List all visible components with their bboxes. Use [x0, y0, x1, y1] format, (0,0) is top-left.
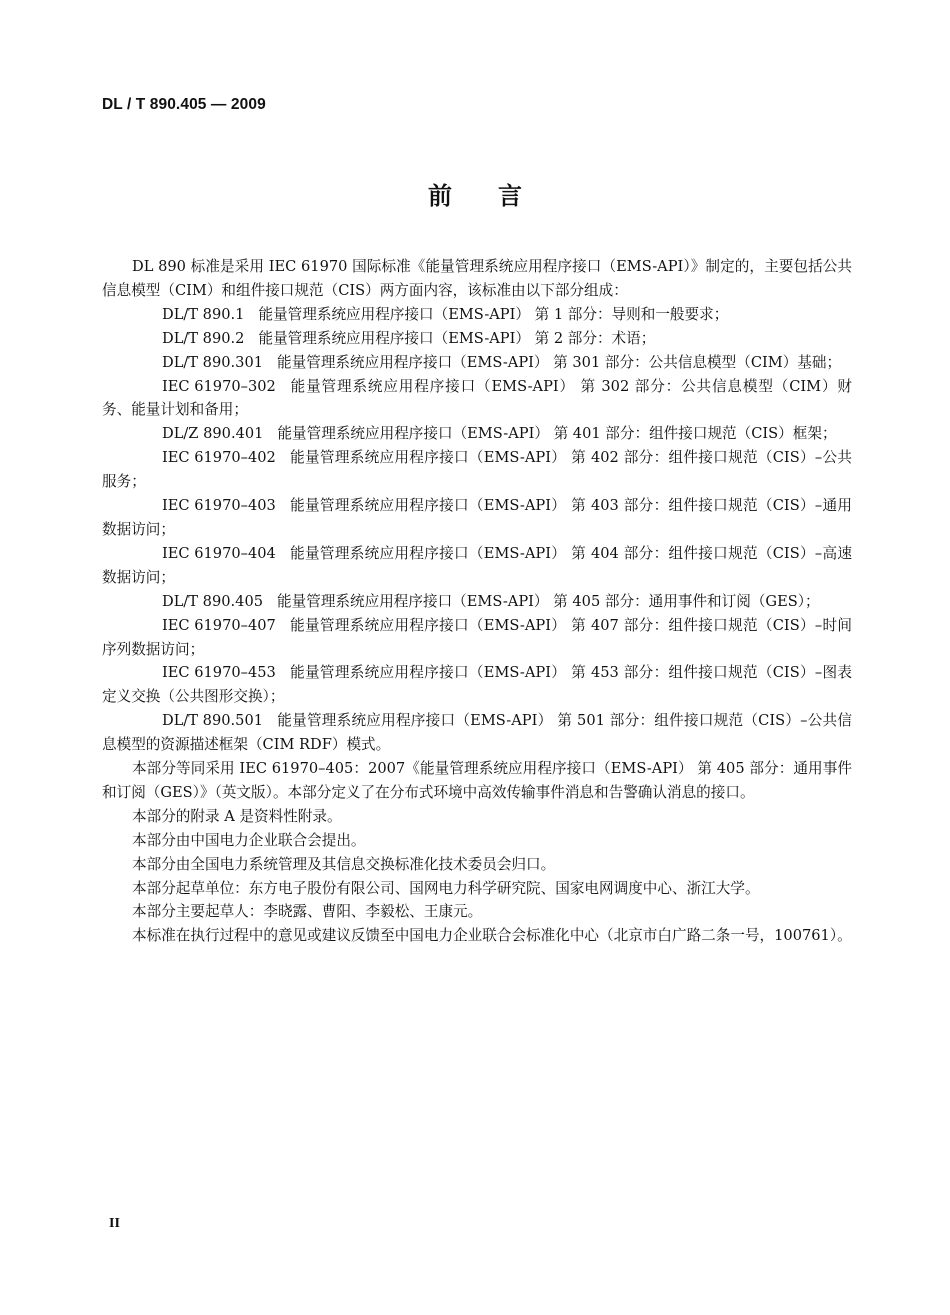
part-text: 能量管理系统应用程序接口（EMS-API） 第 401 部分：组件接口规范（CIS）框架；	[277, 425, 837, 443]
page-title: 前言	[428, 182, 568, 210]
drafters-note: 本部分主要起草人：李晓露、曹阳、李毅松、王康元。	[132, 903, 483, 921]
part-code: IEC 61970–403	[162, 497, 276, 515]
part-text: 能量管理系统应用程序接口（EMS-API） 第 402 部分：组件接口规范（CIS）–公共服务；	[102, 449, 852, 491]
part-text: 能量管理系统应用程序接口（EMS-API） 第 403 部分：组件接口规范（CIS）–通用数据访问；	[102, 497, 852, 538]
intro-paragraph: DL 890 标准是采用 IEC 61970 国际标准《能量管理系统应用程序接口（EMS-API）》制定的，主要包括公共信息模型（CIM）和组件接口规范（CIS）两方面内容，该标准由以下部分组成：	[102, 258, 852, 299]
part-code: IEC 61970–453	[162, 664, 276, 682]
part-item	[102, 614, 852, 662]
doc-code-header: DL / T 890.405 — 2009	[102, 96, 266, 113]
part-text: 能量管理系统应用程序接口（EMS-API） 第 302 部分：公共信息模型（CIM）财务、能量计划和备用；	[102, 377, 852, 419]
foreword-body	[102, 255, 852, 948]
part-code: DL/T 890.501	[162, 712, 264, 730]
part-text: 能量管理系统应用程序接口（EMS-API） 第 453 部分：组件接口规范（CIS）–图表定义交换（公共图形交换）；	[102, 664, 852, 706]
part-item	[102, 661, 852, 709]
part-code: IEC 61970–404	[162, 544, 276, 562]
part-text: 能量管理系统应用程序接口（EMS-API） 第 404 部分：组件接口规范（CIS）–高速数据访问；	[102, 544, 852, 586]
annex-note: 本部分的附录 A 是资料性附录。	[132, 807, 342, 825]
part-code: DL/T 890.2	[162, 329, 245, 347]
part-item	[102, 375, 852, 423]
part-code: DL/Z 890.401	[162, 425, 264, 443]
feedback-note: 本标准在执行过程中的意见或建议反馈至中国电力企业联合会标准化中心（北京市白广路二条一号，100761）。	[132, 927, 852, 945]
part-item	[102, 590, 852, 614]
committee-note: 本部分由全国电力系统管理及其信息交换标准化技术委员会归口。	[132, 855, 556, 873]
part-text: 能量管理系统应用程序接口（EMS-API） 第 407 部分：组件接口规范（CIS）–时间序列数据访问；	[102, 616, 852, 658]
part-item	[102, 446, 852, 494]
page-number: II	[109, 1216, 120, 1231]
part-item	[102, 303, 852, 327]
part-item	[102, 494, 852, 542]
part-text: 能量管理系统应用程序接口（EMS-API） 第 405 部分：通用事件和订阅（GES）；	[277, 592, 820, 610]
part-code: DL/T 890.301	[162, 353, 264, 371]
part-text: 能量管理系统应用程序接口（EMS-API） 第 1 部分：导则和一般要求；	[258, 305, 729, 323]
part-item	[102, 327, 852, 351]
part-item	[102, 422, 852, 446]
part-code: IEC 61970–302	[162, 377, 276, 395]
part-item	[102, 542, 852, 590]
part-code: IEC 61970–402	[162, 449, 276, 467]
part-item	[102, 709, 852, 757]
part-text: 能量管理系统应用程序接口（EMS-API） 第 301 部分：公共信息模型（CIM）基础；	[277, 353, 842, 371]
drafting-units-note: 本部分起草单位：东方电子股份有限公司、国网电力科学研究院、国家电网调度中心、浙江大学。	[132, 879, 760, 897]
adoption-paragraph: 本部分等同采用 IEC 61970–405：2007《能量管理系统应用程序接口（EMS-API） 第 405 部分：通用事件和订阅（GES）》（英文版）。本部分定义了在分布式环境中高效传输事件消息和告警确认消息的接口。	[102, 760, 852, 801]
part-text: 能量管理系统应用程序接口（EMS-API） 第 2 部分：术语；	[258, 329, 656, 347]
proposer-note: 本部分由中国电力企业联合会提出。	[132, 831, 366, 849]
part-code: DL/T 890.405	[162, 592, 264, 610]
part-code: IEC 61970–407	[162, 616, 276, 634]
part-code: DL/T 890.1	[162, 305, 245, 323]
part-text: 能量管理系统应用程序接口（EMS-API） 第 501 部分：组件接口规范（CIS）–公共信息模型的资源描述框架（CIM RDF）模式。	[102, 712, 852, 754]
part-item	[102, 351, 852, 375]
